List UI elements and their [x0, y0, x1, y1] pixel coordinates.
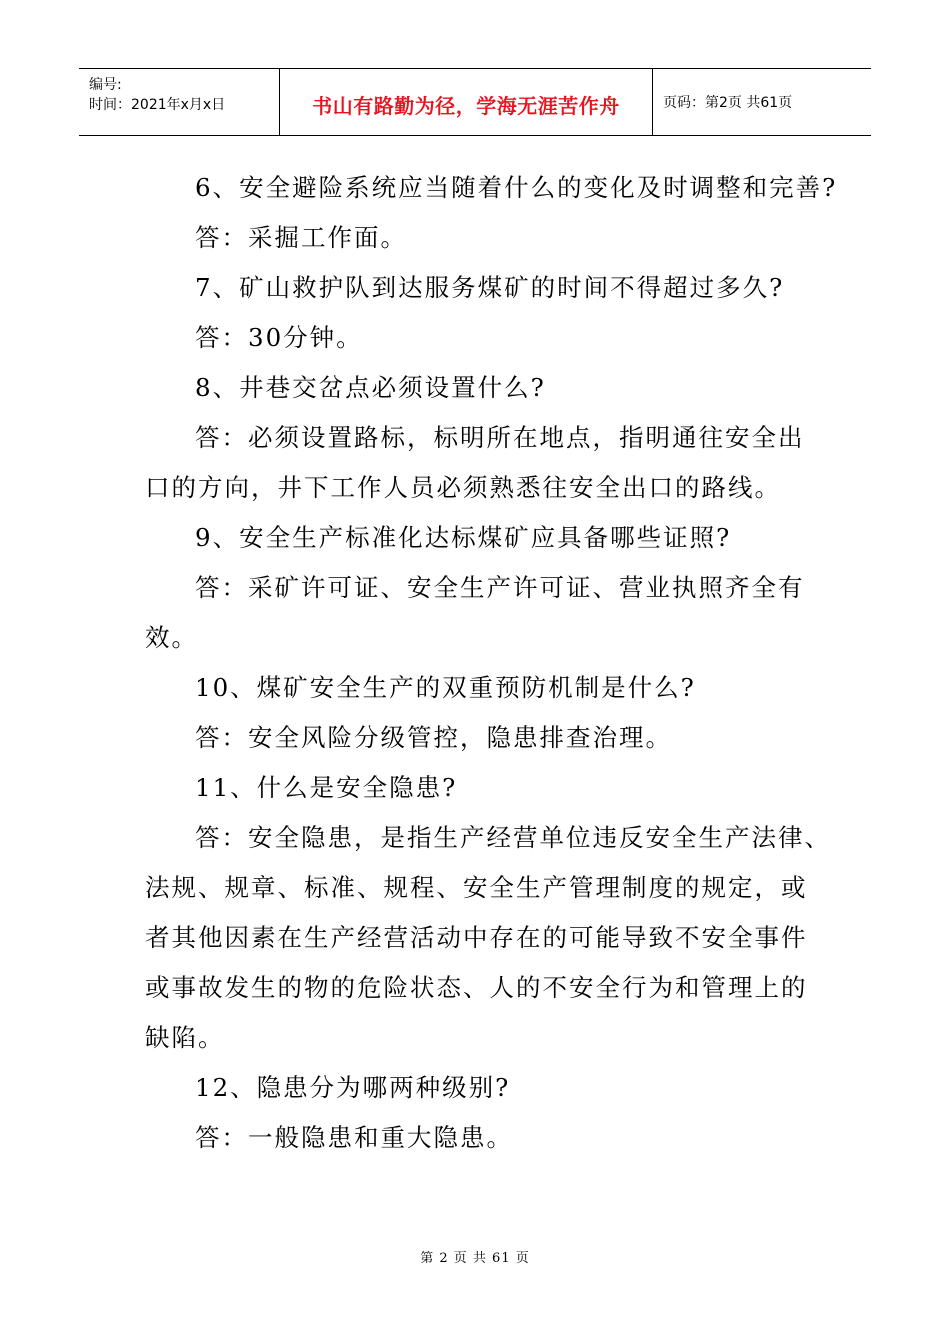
question-6: 6、安全避险系统应当随着什么的变化及时调整和完善?: [195, 173, 838, 202]
header-motto-cell: [280, 69, 653, 135]
answer-9: 答：采矿许可证、安全生产许可证、营业执照齐全有: [195, 573, 805, 602]
header-meta: [79, 69, 280, 135]
answer-11: 答：安全隐患，是指生产经营单位违反安全生产法律、: [195, 823, 831, 852]
answer-12: 答：一般隐患和重大隐患。: [195, 1123, 513, 1152]
header-page-info: 页码：第2页 共61页: [663, 95, 793, 111]
answer-8-continued: 口的方向，井下工作人员必须熟悉往安全出口的路线。: [145, 473, 781, 502]
answer-9-continued: 效。: [145, 623, 198, 652]
document-date: 时间：2021年x月x日: [89, 97, 226, 113]
question-9: 9、安全生产标准化达标煤矿应具备哪些证照?: [195, 523, 732, 552]
answer-7: 答：30分钟。: [195, 323, 363, 352]
answer-6: 答：采掘工作面。: [195, 223, 407, 252]
question-10: 10、煤矿安全生产的双重预防机制是什么?: [195, 673, 696, 702]
answer-10: 答：安全风险分级管控，隐患排查治理。: [195, 723, 672, 752]
document-number-label: 编号:: [89, 77, 122, 93]
answer-11-line-4: 或事故发生的物的危险状态、人的不安全行为和管理上的: [145, 973, 808, 1002]
document-body: [145, 163, 838, 1163]
answer-11-line-3: 者其他因素在生产经营活动中存在的可能导致不安全事件: [145, 923, 808, 952]
header-page-cell: [653, 69, 871, 135]
question-12: 12、隐患分为哪两种级别?: [195, 1073, 511, 1102]
answer-8: 答：必须设置路标，标明所在地点，指明通往安全出: [195, 423, 805, 452]
header-motto: 书山有路勤为径，学海无涯苦作舟: [312, 93, 620, 118]
page-footer: 第 2 页 共 61 页: [420, 1251, 530, 1266]
question-7: 7、矿山救护队到达服务煤矿的时间不得超过多久?: [195, 273, 785, 302]
question-11: 11、什么是安全隐患?: [195, 773, 458, 802]
answer-11-line-5: 缺陷。: [145, 1023, 225, 1052]
answer-11-line-2: 法规、规章、标准、规程、安全生产管理制度的规定，或: [145, 873, 808, 902]
page-header: [79, 68, 871, 136]
question-8: 8、井巷交岔点必须设置什么?: [195, 373, 546, 402]
